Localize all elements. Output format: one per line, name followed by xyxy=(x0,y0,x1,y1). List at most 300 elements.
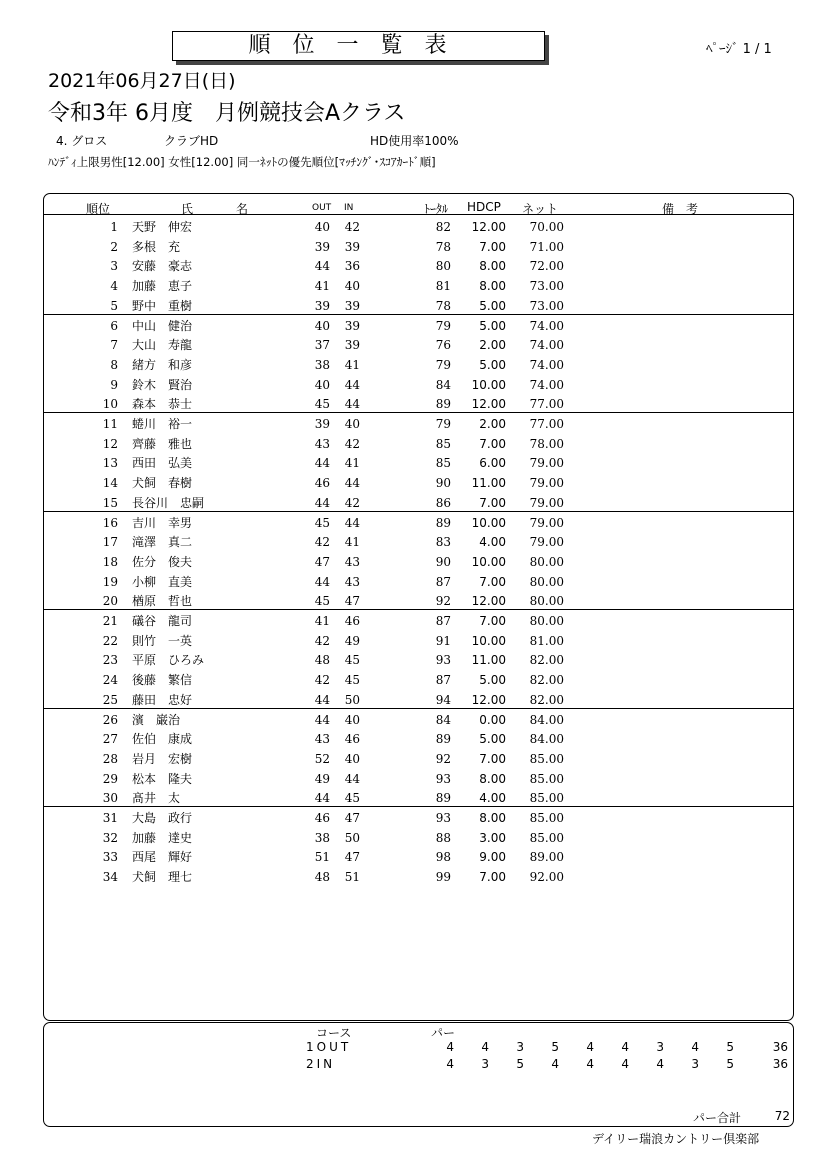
rank-cell: 33 xyxy=(102,850,118,864)
table-row xyxy=(0,788,826,808)
out-score-cell: 45 xyxy=(314,594,330,608)
net-score-cell: 73.00 xyxy=(529,279,564,293)
table-row xyxy=(0,828,826,848)
total-score-cell: 84 xyxy=(435,713,451,727)
net-score-cell: 78.00 xyxy=(529,437,564,451)
out-score-cell: 40 xyxy=(314,378,330,392)
total-score-cell: 89 xyxy=(435,732,451,746)
hole-par: 4 xyxy=(446,1057,454,1071)
rank-cell: 28 xyxy=(102,752,118,766)
net-score-cell: 74.00 xyxy=(529,319,564,333)
par-total-label: パー合計 xyxy=(693,1111,742,1125)
out-score-cell: 40 xyxy=(314,220,330,234)
table-row xyxy=(0,670,826,690)
table-row xyxy=(0,631,826,651)
out-score-cell: 44 xyxy=(314,693,330,707)
hdcp-cell: 10.00 xyxy=(471,634,506,648)
table-row xyxy=(0,355,826,375)
in-score-cell: 45 xyxy=(344,653,360,667)
in-score-cell: 39 xyxy=(344,240,360,254)
rank-cell: 4 xyxy=(110,279,118,293)
total-score-cell: 86 xyxy=(435,496,451,510)
table-row xyxy=(0,532,826,552)
table-row xyxy=(0,650,826,670)
course-par-total: 36 xyxy=(772,1040,788,1054)
document-title: 順位一覧表 xyxy=(172,31,545,61)
in-score-cell: 45 xyxy=(344,673,360,687)
player-name-cell: 天野 伸宏 xyxy=(132,220,193,234)
handicap-type: クラブHD xyxy=(164,134,219,148)
course-name: 1OUT xyxy=(306,1040,352,1054)
net-score-cell: 79.00 xyxy=(529,476,564,490)
player-name-cell: 吉川 幸男 xyxy=(132,516,193,530)
out-score-cell: 48 xyxy=(314,653,330,667)
par-total-value: 72 xyxy=(774,1109,790,1123)
group-divider xyxy=(44,708,793,709)
in-score-cell: 40 xyxy=(344,279,360,293)
rank-cell: 12 xyxy=(102,437,118,451)
hdcp-cell: 8.00 xyxy=(479,772,506,786)
table-row xyxy=(0,237,826,257)
player-name-cell: 小柳 直美 xyxy=(132,575,193,589)
hdcp-cell: 7.00 xyxy=(479,575,506,589)
net-score-cell: 80.00 xyxy=(529,555,564,569)
hole-par: 5 xyxy=(551,1040,559,1054)
net-score-cell: 85.00 xyxy=(529,791,564,805)
in-score-cell: 51 xyxy=(344,870,360,884)
out-score-cell: 51 xyxy=(314,850,330,864)
hole-par: 5 xyxy=(726,1057,734,1071)
player-name-cell: 平原 ひろみ xyxy=(132,653,205,667)
hdcp-cell: 2.00 xyxy=(479,338,506,352)
total-score-cell: 93 xyxy=(435,772,451,786)
group-divider xyxy=(44,412,793,413)
total-score-cell: 79 xyxy=(435,417,451,431)
page-number: ﾍﾟｰｼﾞ 1 / 1 xyxy=(706,42,772,57)
table-row xyxy=(0,552,826,572)
net-score-cell: 71.00 xyxy=(529,240,564,254)
player-name-cell: 佐分 俊夫 xyxy=(132,555,193,569)
header-net: ネット xyxy=(522,202,559,216)
out-score-cell: 42 xyxy=(314,535,330,549)
player-name-cell: 藤田 忠好 xyxy=(132,693,193,707)
event-date: 2021年06月27日(日) xyxy=(48,70,236,92)
total-score-cell: 81 xyxy=(435,279,451,293)
header-divider xyxy=(44,214,793,215)
net-score-cell: 74.00 xyxy=(529,358,564,372)
total-score-cell: 78 xyxy=(435,299,451,313)
rank-cell: 26 xyxy=(102,713,118,727)
in-score-cell: 41 xyxy=(344,358,360,372)
rank-cell: 6 xyxy=(110,319,118,333)
rank-cell: 25 xyxy=(102,693,118,707)
in-score-cell: 43 xyxy=(344,555,360,569)
hdcp-cell: 3.00 xyxy=(479,831,506,845)
in-score-cell: 36 xyxy=(344,259,360,273)
hdcp-cell: 12.00 xyxy=(471,594,506,608)
rank-cell: 7 xyxy=(110,338,118,352)
event-name: 令和3年 6月度 月例競技会Aクラス xyxy=(48,101,406,126)
total-score-cell: 91 xyxy=(435,634,451,648)
net-score-cell: 80.00 xyxy=(529,614,564,628)
in-score-cell: 44 xyxy=(344,772,360,786)
table-row xyxy=(0,749,826,769)
total-score-cell: 89 xyxy=(435,397,451,411)
table-row xyxy=(0,769,826,789)
player-name-cell: 大山 寿龍 xyxy=(132,338,193,352)
net-score-cell: 79.00 xyxy=(529,516,564,530)
net-score-cell: 70.00 xyxy=(529,220,564,234)
rank-cell: 14 xyxy=(102,476,118,490)
table-row xyxy=(0,217,826,237)
rank-cell: 27 xyxy=(102,732,118,746)
out-score-cell: 39 xyxy=(314,240,330,254)
hole-par: 4 xyxy=(446,1040,454,1054)
course-label: コース xyxy=(316,1026,352,1040)
out-score-cell: 44 xyxy=(314,713,330,727)
hdcp-cell: 5.00 xyxy=(479,358,506,372)
total-score-cell: 90 xyxy=(435,555,451,569)
hdcp-cell: 10.00 xyxy=(471,555,506,569)
hdcp-cell: 7.00 xyxy=(479,240,506,254)
rank-cell: 29 xyxy=(102,772,118,786)
hdcp-cell: 8.00 xyxy=(479,259,506,273)
hdcp-cell: 5.00 xyxy=(479,732,506,746)
rank-cell: 30 xyxy=(102,791,118,805)
total-score-cell: 87 xyxy=(435,614,451,628)
player-name-cell: 則竹 一英 xyxy=(132,634,193,648)
player-name-cell: 加藤 恵子 xyxy=(132,279,193,293)
out-score-cell: 40 xyxy=(314,319,330,333)
rank-cell: 20 xyxy=(102,594,118,608)
out-score-cell: 41 xyxy=(314,279,330,293)
in-score-cell: 46 xyxy=(344,614,360,628)
in-score-cell: 43 xyxy=(344,575,360,589)
in-score-cell: 47 xyxy=(344,594,360,608)
hdcp-cell: 12.00 xyxy=(471,693,506,707)
in-score-cell: 44 xyxy=(344,516,360,530)
total-score-cell: 92 xyxy=(435,594,451,608)
table-row xyxy=(0,513,826,533)
out-score-cell: 37 xyxy=(314,338,330,352)
table-row xyxy=(0,710,826,730)
out-score-cell: 38 xyxy=(314,831,330,845)
player-name-cell: 安藤 豪志 xyxy=(132,259,193,273)
table-row xyxy=(0,611,826,631)
hdcp-cell: 8.00 xyxy=(479,811,506,825)
net-score-cell: 74.00 xyxy=(529,378,564,392)
hdcp-cell: 5.00 xyxy=(479,673,506,687)
header-name-2: 名 xyxy=(236,202,249,216)
in-score-cell: 40 xyxy=(344,752,360,766)
net-score-cell: 85.00 xyxy=(529,811,564,825)
hdcp-cell: 7.00 xyxy=(479,614,506,628)
rank-cell: 3 xyxy=(110,259,118,273)
in-score-cell: 41 xyxy=(344,456,360,470)
total-score-cell: 76 xyxy=(435,338,451,352)
out-score-cell: 49 xyxy=(314,772,330,786)
total-score-cell: 83 xyxy=(435,535,451,549)
rank-cell: 32 xyxy=(102,831,118,845)
hdcp-cell: 2.00 xyxy=(479,417,506,431)
player-name-cell: 後藤 繁信 xyxy=(132,673,193,687)
net-score-cell: 85.00 xyxy=(529,831,564,845)
net-score-cell: 77.00 xyxy=(529,417,564,431)
out-score-cell: 39 xyxy=(314,417,330,431)
total-score-cell: 87 xyxy=(435,673,451,687)
table-row xyxy=(0,808,826,828)
in-score-cell: 42 xyxy=(344,437,360,451)
rank-cell: 22 xyxy=(102,634,118,648)
total-score-cell: 87 xyxy=(435,575,451,589)
table-row xyxy=(0,335,826,355)
hdcp-cell: 11.00 xyxy=(471,476,506,490)
in-score-cell: 45 xyxy=(344,791,360,805)
hole-par: 5 xyxy=(516,1057,524,1071)
total-score-cell: 92 xyxy=(435,752,451,766)
hdcp-cell: 7.00 xyxy=(479,752,506,766)
group-divider xyxy=(44,609,793,610)
hdcp-cell: 6.00 xyxy=(479,456,506,470)
out-score-cell: 42 xyxy=(314,673,330,687)
net-score-cell: 79.00 xyxy=(529,496,564,510)
table-row xyxy=(0,434,826,454)
total-score-cell: 98 xyxy=(435,850,451,864)
hdcp-cell: 10.00 xyxy=(471,516,506,530)
hole-par: 3 xyxy=(481,1057,489,1071)
player-name-cell: 蜷川 裕一 xyxy=(132,417,193,431)
player-name-cell: 礒谷 龍司 xyxy=(132,614,193,628)
header-name-1: 氏 xyxy=(181,202,194,216)
rank-cell: 21 xyxy=(102,614,118,628)
out-score-cell: 44 xyxy=(314,259,330,273)
table-row xyxy=(0,276,826,296)
header-in: IN xyxy=(344,203,354,213)
table-row xyxy=(0,296,826,316)
handicap-rate: HD使用率100% xyxy=(370,134,459,148)
player-name-cell: 緒方 和彦 xyxy=(132,358,193,372)
total-score-cell: 79 xyxy=(435,358,451,372)
rank-cell: 17 xyxy=(102,535,118,549)
hdcp-cell: 4.00 xyxy=(479,791,506,805)
out-score-cell: 44 xyxy=(314,791,330,805)
rank-cell: 24 xyxy=(102,673,118,687)
total-score-cell: 88 xyxy=(435,831,451,845)
net-score-cell: 77.00 xyxy=(529,397,564,411)
rank-cell: 23 xyxy=(102,653,118,667)
header-rank: 順位 xyxy=(86,202,111,216)
net-score-cell: 80.00 xyxy=(529,594,564,608)
scoring-mode: 4. グロス xyxy=(56,134,108,148)
total-score-cell: 93 xyxy=(435,811,451,825)
rank-cell: 18 xyxy=(102,555,118,569)
total-score-cell: 93 xyxy=(435,653,451,667)
hole-par: 5 xyxy=(726,1040,734,1054)
total-score-cell: 90 xyxy=(435,476,451,490)
net-score-cell: 84.00 xyxy=(529,713,564,727)
out-score-cell: 52 xyxy=(314,752,330,766)
hdcp-cell: 11.00 xyxy=(471,653,506,667)
group-divider xyxy=(44,806,793,807)
player-name-cell: 西田 弘美 xyxy=(132,456,193,470)
rank-cell: 8 xyxy=(110,358,118,372)
player-name-cell: 齊藤 雅也 xyxy=(132,437,193,451)
hdcp-cell: 7.00 xyxy=(479,496,506,510)
rank-cell: 16 xyxy=(102,516,118,530)
player-name-cell: 濱 巌治 xyxy=(132,713,181,727)
hole-par: 4 xyxy=(551,1057,559,1071)
player-name-cell: 佐伯 康成 xyxy=(132,732,193,746)
player-name-cell: 野中 重樹 xyxy=(132,299,193,313)
total-score-cell: 85 xyxy=(435,437,451,451)
net-score-cell: 72.00 xyxy=(529,259,564,273)
group-divider xyxy=(44,314,793,315)
hole-par: 3 xyxy=(516,1040,524,1054)
player-name-cell: 松本 隆夫 xyxy=(132,772,193,786)
rank-cell: 1 xyxy=(110,220,118,234)
net-score-cell: 85.00 xyxy=(529,752,564,766)
out-score-cell: 48 xyxy=(314,870,330,884)
table-row xyxy=(0,414,826,434)
player-name-cell: 鈴木 賢治 xyxy=(132,378,193,392)
in-score-cell: 39 xyxy=(344,319,360,333)
player-name-cell: 犬飼 理七 xyxy=(132,870,193,884)
handicap-rule: ﾊﾝﾃﾞｨ上限男性[12.00] 女性[12.00] 同一ﾈｯﾄの優先順位[ﾏｯﾁﾝｸﾞ･ｽｺｱｶｰﾄﾞ順] xyxy=(48,155,436,169)
header-total: ﾄｰﾀﾙ xyxy=(424,202,449,216)
out-score-cell: 44 xyxy=(314,456,330,470)
out-score-cell: 38 xyxy=(314,358,330,372)
table-row xyxy=(0,867,826,887)
in-score-cell: 47 xyxy=(344,811,360,825)
course-par-total: 36 xyxy=(772,1057,788,1071)
hdcp-cell: 9.00 xyxy=(479,850,506,864)
hole-par: 4 xyxy=(621,1057,629,1071)
in-score-cell: 44 xyxy=(344,378,360,392)
hdcp-cell: 0.00 xyxy=(479,713,506,727)
table-row xyxy=(0,493,826,513)
hdcp-cell: 7.00 xyxy=(479,437,506,451)
table-row xyxy=(0,847,826,867)
out-score-cell: 47 xyxy=(314,555,330,569)
table-row xyxy=(0,690,826,710)
hdcp-cell: 12.00 xyxy=(471,220,506,234)
total-score-cell: 99 xyxy=(435,870,451,884)
group-divider xyxy=(44,511,793,512)
in-score-cell: 42 xyxy=(344,220,360,234)
out-score-cell: 45 xyxy=(314,397,330,411)
player-name-cell: 犬飼 春樹 xyxy=(132,476,193,490)
rank-cell: 13 xyxy=(102,456,118,470)
player-name-cell: 中山 健治 xyxy=(132,319,193,333)
out-score-cell: 45 xyxy=(314,516,330,530)
hdcp-cell: 7.00 xyxy=(479,870,506,884)
net-score-cell: 73.00 xyxy=(529,299,564,313)
rank-cell: 31 xyxy=(102,811,118,825)
rank-cell: 10 xyxy=(102,397,118,411)
table-row xyxy=(0,473,826,493)
hdcp-cell: 5.00 xyxy=(479,299,506,313)
player-name-cell: 大島 政行 xyxy=(132,811,193,825)
total-score-cell: 80 xyxy=(435,259,451,273)
rank-cell: 11 xyxy=(102,417,118,431)
out-score-cell: 46 xyxy=(314,811,330,825)
table-row xyxy=(0,316,826,336)
rank-cell: 15 xyxy=(102,496,118,510)
table-row xyxy=(0,375,826,395)
in-score-cell: 41 xyxy=(344,535,360,549)
net-score-cell: 80.00 xyxy=(529,575,564,589)
header-out: OUT xyxy=(312,203,332,213)
player-name-cell: 髙井 太 xyxy=(132,791,181,805)
total-score-cell: 94 xyxy=(435,693,451,707)
table-row xyxy=(0,453,826,473)
hdcp-cell: 10.00 xyxy=(471,378,506,392)
net-score-cell: 84.00 xyxy=(529,732,564,746)
hole-par: 3 xyxy=(656,1040,664,1054)
player-name-cell: 長谷川 忠嗣 xyxy=(132,496,205,510)
table-row xyxy=(0,394,826,414)
player-name-cell: 加藤 達史 xyxy=(132,831,193,845)
total-score-cell: 84 xyxy=(435,378,451,392)
hole-par: 3 xyxy=(691,1057,699,1071)
player-name-cell: 滝澤 真二 xyxy=(132,535,193,549)
out-score-cell: 44 xyxy=(314,496,330,510)
in-score-cell: 44 xyxy=(344,476,360,490)
hole-par: 4 xyxy=(586,1057,594,1071)
total-score-cell: 89 xyxy=(435,791,451,805)
total-score-cell: 85 xyxy=(435,456,451,470)
table-row xyxy=(0,729,826,749)
hdcp-cell: 5.00 xyxy=(479,319,506,333)
total-score-cell: 78 xyxy=(435,240,451,254)
out-score-cell: 43 xyxy=(314,732,330,746)
in-score-cell: 46 xyxy=(344,732,360,746)
net-score-cell: 81.00 xyxy=(529,634,564,648)
net-score-cell: 74.00 xyxy=(529,338,564,352)
out-score-cell: 42 xyxy=(314,634,330,648)
in-score-cell: 50 xyxy=(344,831,360,845)
header-remarks: 備 考 xyxy=(662,202,699,216)
out-score-cell: 41 xyxy=(314,614,330,628)
course-name: 2IN xyxy=(306,1057,336,1071)
par-label: パー xyxy=(431,1026,456,1040)
rank-cell: 9 xyxy=(110,378,118,392)
player-name-cell: 楢原 哲也 xyxy=(132,594,193,608)
total-score-cell: 89 xyxy=(435,516,451,530)
player-name-cell: 多根 充 xyxy=(132,240,181,254)
in-score-cell: 44 xyxy=(344,397,360,411)
rank-cell: 5 xyxy=(110,299,118,313)
par-table-frame xyxy=(43,1022,794,1127)
player-name-cell: 西尾 輝好 xyxy=(132,850,193,864)
out-score-cell: 44 xyxy=(314,575,330,589)
hdcp-cell: 12.00 xyxy=(471,397,506,411)
hdcp-cell: 4.00 xyxy=(479,535,506,549)
net-score-cell: 85.00 xyxy=(529,772,564,786)
player-name-cell: 岩月 宏樹 xyxy=(132,752,193,766)
club-name: デイリー瑞浪カントリー倶楽部 xyxy=(592,1132,760,1146)
hdcp-cell: 8.00 xyxy=(479,279,506,293)
net-score-cell: 89.00 xyxy=(529,850,564,864)
rank-cell: 19 xyxy=(102,575,118,589)
rank-cell: 2 xyxy=(110,240,118,254)
rank-cell: 34 xyxy=(102,870,118,884)
hole-par: 4 xyxy=(691,1040,699,1054)
table-row xyxy=(0,572,826,592)
hole-par: 4 xyxy=(656,1057,664,1071)
in-score-cell: 40 xyxy=(344,417,360,431)
hole-par: 4 xyxy=(586,1040,594,1054)
